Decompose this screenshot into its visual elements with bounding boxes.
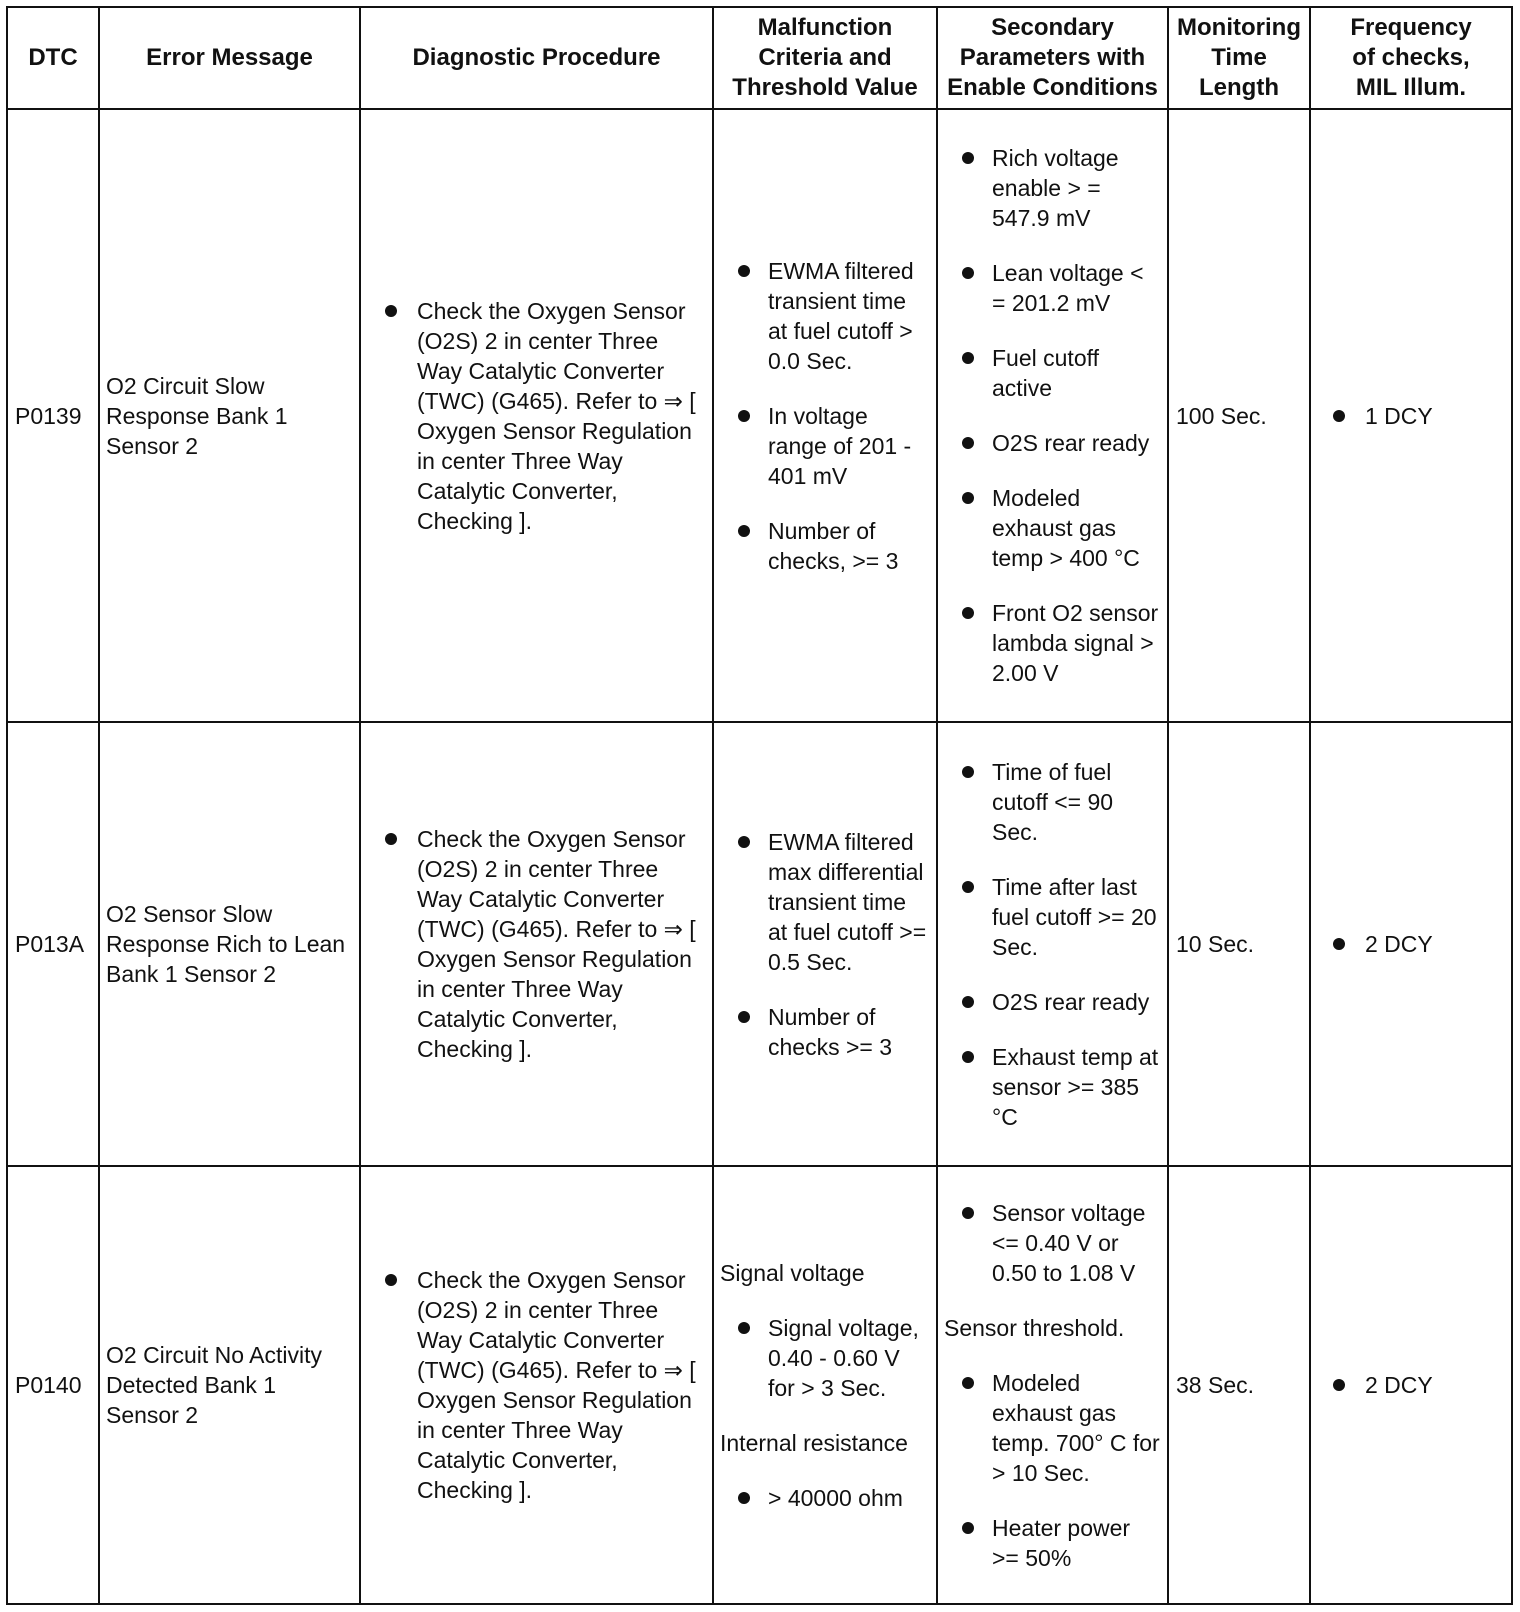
error-message: O2 Circuit No Activity Detected Bank 1 Sensor 2 <box>99 1166 360 1604</box>
list-item: Modeled exhaust gas temp. 700° C for > 10 Sec. <box>944 1368 1161 1488</box>
malfunction-heading: Signal voltage <box>720 1259 865 1286</box>
malfunction-heading: Internal resistance <box>720 1429 908 1456</box>
dtc-table <box>6 6 1513 1605</box>
secondary-heading: Sensor threshold. <box>944 1314 1125 1341</box>
header-error-message: Error Message <box>99 7 360 109</box>
list-item: Signal voltage, 0.40 - 0.60 V for > 3 Sec. <box>720 1313 930 1403</box>
list-item: Number of checks, >= 3 <box>720 516 930 576</box>
list-item: In voltage range of 201 - 401 mV <box>720 401 930 491</box>
monitoring-time: 38 Sec. <box>1168 1166 1310 1604</box>
header-dtc: DTC <box>7 7 99 109</box>
frequency-mil <box>1310 109 1512 722</box>
frequency-mil <box>1310 722 1512 1166</box>
list-item: Time of fuel cutoff <= 90 Sec. <box>944 757 1161 847</box>
malfunction-criteria <box>713 1166 937 1604</box>
table-row <box>7 722 1512 1166</box>
header-frequency: Frequency of checks, MIL Illum. <box>1310 7 1512 109</box>
list-item: Check the Oxygen Sensor (O2S) 2 in center Three Way Catalytic Converter (TWC) (G465). Refer to ⇒ [ Oxygen Sensor Regulation in center Three Way Catalytic Converter, Checking ]. <box>385 1265 702 1505</box>
list-item: Number of checks >= 3 <box>720 1002 930 1062</box>
header-row <box>7 7 1512 109</box>
malfunction-criteria <box>713 109 937 722</box>
monitoring-time: 100 Sec. <box>1168 109 1310 722</box>
header-monitoring-time: Monitoring Time Length <box>1168 7 1310 109</box>
secondary-parameters <box>937 109 1168 722</box>
dtc-document <box>6 6 1513 1605</box>
list-item: Check the Oxygen Sensor (O2S) 2 in center Three Way Catalytic Converter (TWC) (G465). Refer to ⇒ [ Oxygen Sensor Regulation in center Three Way Catalytic Converter, Checking ]. <box>385 824 702 1064</box>
monitoring-time: 10 Sec. <box>1168 722 1310 1166</box>
header-diagnostic-procedure: Diagnostic Procedure <box>360 7 713 109</box>
list-item: Front O2 sensor lambda signal > 2.00 V <box>944 598 1161 688</box>
list-item: O2S rear ready <box>944 987 1161 1017</box>
dtc-code: P013A <box>7 722 99 1166</box>
list-item: Heater power >= 50% <box>944 1513 1161 1573</box>
list-item: EWMA filtered max differential transient time at fuel cutoff >= 0.5 Sec. <box>720 827 930 977</box>
error-message: O2 Circuit Slow Response Bank 1 Sensor 2 <box>99 109 360 722</box>
header-malfunction-criteria: Malfunction Criteria and Threshold Value <box>713 7 937 109</box>
secondary-parameters <box>937 1166 1168 1604</box>
list-item: Time after last fuel cutoff >= 20 Sec. <box>944 872 1161 962</box>
error-message: O2 Sensor Slow Response Rich to Lean Bank 1 Sensor 2 <box>99 722 360 1166</box>
secondary-parameters <box>937 722 1168 1166</box>
list-item: EWMA filtered transient time at fuel cutoff > 0.0 Sec. <box>720 256 930 376</box>
header-secondary-parameters: Secondary Parameters with Enable Conditions <box>937 7 1168 109</box>
list-item: 2 DCY <box>1333 929 1511 959</box>
dtc-code: P0140 <box>7 1166 99 1604</box>
list-item: Lean voltage < = 201.2 mV <box>944 258 1161 318</box>
diagnostic-procedure <box>360 722 713 1166</box>
malfunction-criteria <box>713 722 937 1166</box>
diagnostic-procedure <box>360 109 713 722</box>
table-row <box>7 1166 1512 1604</box>
list-item: 1 DCY <box>1333 401 1511 431</box>
list-item: Modeled exhaust gas temp > 400 °C <box>944 483 1161 573</box>
frequency-mil <box>1310 1166 1512 1604</box>
dtc-code: P0139 <box>7 109 99 722</box>
list-item: Sensor voltage <= 0.40 V or 0.50 to 1.08 V <box>944 1198 1161 1288</box>
list-item: O2S rear ready <box>944 428 1161 458</box>
diagnostic-procedure <box>360 1166 713 1604</box>
list-item: Check the Oxygen Sensor (O2S) 2 in center Three Way Catalytic Converter (TWC) (G465). Refer to ⇒ [ Oxygen Sensor Regulation in center Three Way Catalytic Converter, Checking ]. <box>385 296 702 536</box>
list-item: > 40000 ohm <box>720 1483 930 1513</box>
list-item: Rich voltage enable > = 547.9 mV <box>944 143 1161 233</box>
list-item: Fuel cutoff active <box>944 343 1161 403</box>
list-item: Exhaust temp at sensor >= 385 °C <box>944 1042 1161 1132</box>
table-row <box>7 109 1512 722</box>
list-item: 2 DCY <box>1333 1370 1511 1400</box>
